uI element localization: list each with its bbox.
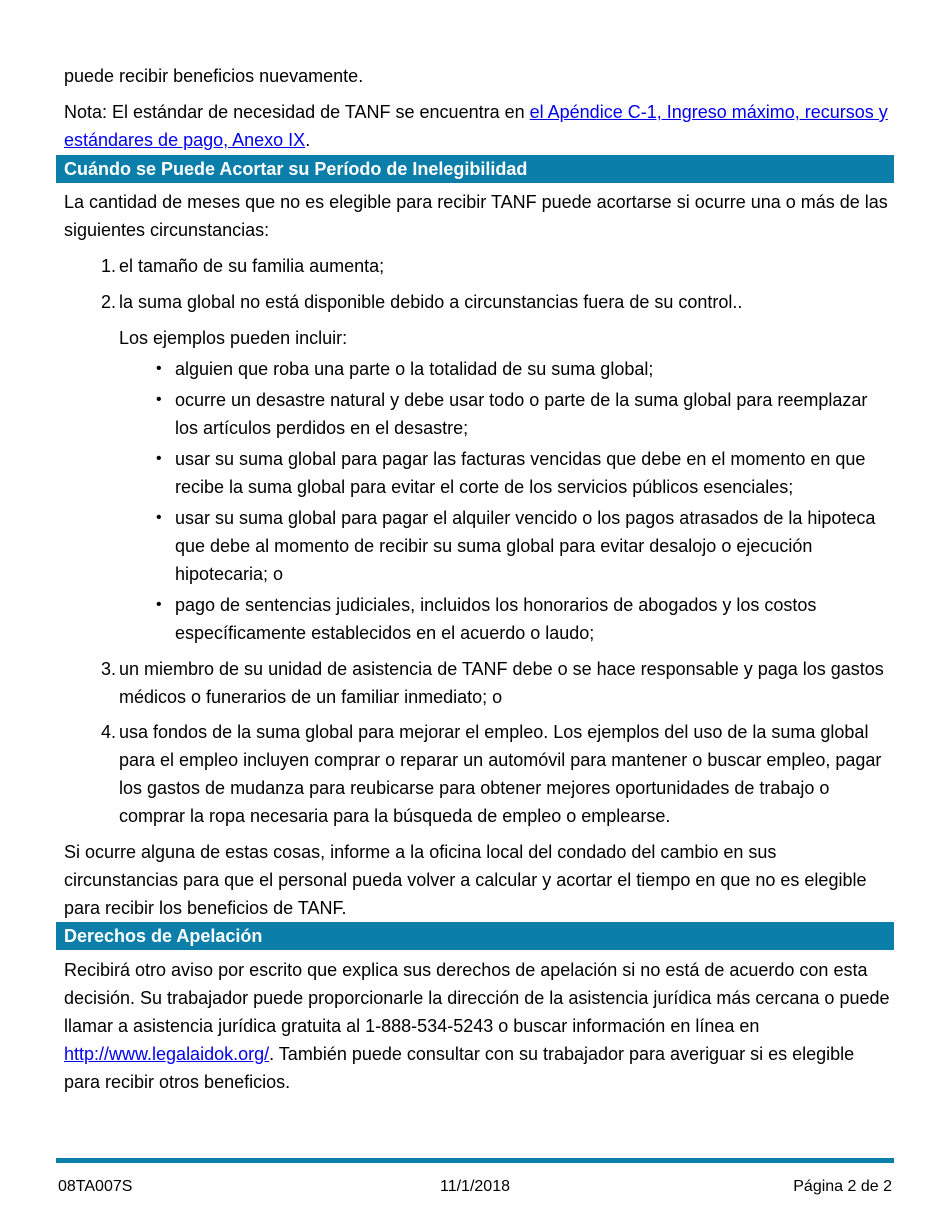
bullet-item: pago de sentencias judiciales, incluidos los honorarios de abogados y los costos específicamente establecidos en el acuerdo o laudo; <box>175 595 817 643</box>
appendix-c1-link[interactable]: el Apéndice C-1, Ingreso máximo, recursos y estándares de pago, Anexo IX <box>64 102 888 150</box>
footer-page-number: Página 2 de 2 <box>793 1178 892 1195</box>
appeal-text: Recibirá otro aviso por escrito que explica sus derechos de apelación si no está de acuerdo con esta decisión. Su trabajador puede proporcionarle la dirección de la asistencia jurídica más cercana o puede llamar a asistencia jurídica gratuita al 1-888-534-5243 o buscar información en línea en <box>64 960 890 1036</box>
list-item: la suma global no está disponible debido a circunstancias fuera de su control.. <box>119 292 743 312</box>
list-item: usa fondos de la suma global para mejorar el empleo. Los ejemplos del uso de la suma global para el empleo incluyen comprar o reparar un automóvil para mantener o buscar empleo, pagar los gastos de mudanza para reubicarse para obtener mejores oportunidades de trabajo o comprar la ropa necesaria para la búsqueda de empleo o emplearse. <box>119 722 882 826</box>
note-prefix: Nota: El estándar de necesidad de TANF se encuentra en <box>64 102 530 122</box>
footer-date: 11/1/2018 <box>440 1178 510 1195</box>
bullet-item: usar su suma global para pagar el alquiler vencido o los pagos atrasados de la hipoteca que debe al momento de recibir su suma global para evitar desalojo o ejecución hipotecaria; o <box>175 508 876 584</box>
section-heading-appeal-rights: Derechos de Apelación <box>56 922 894 950</box>
note-paragraph <box>64 98 894 154</box>
footer-divider <box>56 1158 894 1163</box>
list-item-number: 4. <box>100 722 116 742</box>
examples-intro: Los ejemplos pueden incluir: <box>119 328 348 348</box>
list-item-number: 3. <box>100 659 116 679</box>
intro-continuation: puede recibir beneficios nuevamente. <box>64 66 364 86</box>
appeal-text-end: . También puede consultar con su trabajador para averiguar si es elegible para recibir otros beneficios. <box>64 1044 855 1092</box>
list-item: el tamaño de su familia aumenta; <box>119 256 385 276</box>
appeal-paragraph <box>64 956 894 1096</box>
bullet-icon: • <box>156 360 162 377</box>
bullet-item: ocurre un desastre natural y debe usar todo o parte de la suma global para reemplazar los artículos perdidos en el desastre; <box>175 390 868 438</box>
bullet-icon: • <box>156 509 162 526</box>
footer-form-number: 08TA007S <box>58 1178 133 1195</box>
bullet-item: usar su suma global para pagar las facturas vencidas que debe en el momento en que recibe la suma global para evitar el corte de los servicios públicos esenciales; <box>175 449 866 497</box>
list-item: un miembro de su unidad de asistencia de TANF debe o se hace responsable y paga los gastos médicos o funerarios de un familiar inmediato; o <box>119 659 884 707</box>
legal-aid-link[interactable]: http://www.legalaidok.org/ <box>64 1044 270 1064</box>
bullet-item: alguien que roba una parte o la totalidad de su suma global; <box>175 359 654 379</box>
bullet-icon: • <box>156 391 162 408</box>
closing-paragraph: Si ocurre alguna de estas cosas, informe a la oficina local del condado del cambio en sus circunstancias para que el personal pueda volver a calcular y acortar el tiempo en que no es elegible para recibir los beneficios de TANF. <box>64 842 867 918</box>
note-suffix: . <box>305 130 311 150</box>
bullet-icon: • <box>156 450 162 467</box>
section-intro-paragraph: La cantidad de meses que no es elegible para recibir TANF puede acortarse si ocurre una o más de las siguientes circunstancias: <box>64 192 888 240</box>
list-item-number: 1. <box>100 256 116 276</box>
bullet-icon: • <box>156 596 162 613</box>
list-item-number: 2. <box>100 292 116 312</box>
section-heading-shortening: Cuándo se Puede Acortar su Período de Inelegibilidad <box>56 155 894 183</box>
